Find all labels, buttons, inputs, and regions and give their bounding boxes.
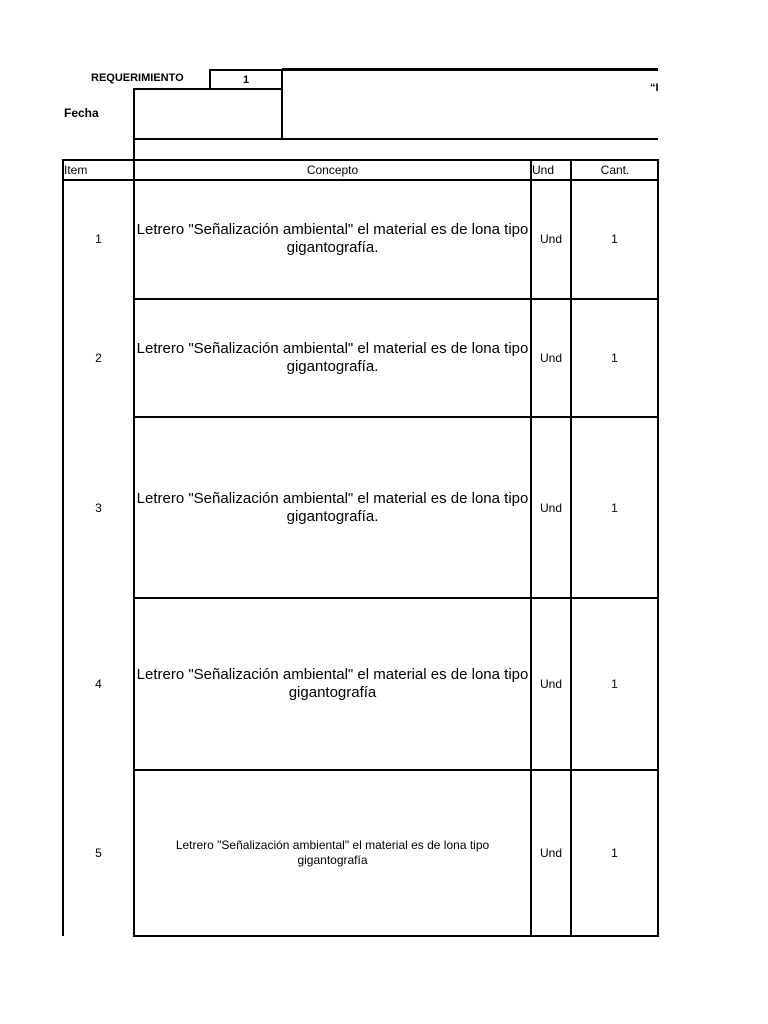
row-cant: 1 xyxy=(611,232,618,246)
row-concepto: Letrero "Señalización ambiental" el material es de lona tipo gigantografía. xyxy=(136,489,529,525)
title-fragment: “I xyxy=(650,82,659,94)
row-concepto: Letrero "Señalización ambiental" el material es de lona tipo gigantografía xyxy=(175,838,490,867)
row-cant: 1 xyxy=(611,677,618,691)
row-und: Und xyxy=(539,677,562,691)
column-header-cant: Cant. xyxy=(600,163,630,177)
column-header-und: Und xyxy=(532,163,555,177)
row-und: Und xyxy=(539,500,562,515)
row-und: Und xyxy=(539,232,562,246)
requerimiento-number: 1 xyxy=(242,74,250,86)
header-top-border-left xyxy=(209,69,283,71)
row-cant: 1 xyxy=(611,351,618,365)
header-top-border-right xyxy=(282,68,658,71)
req-box-bottom xyxy=(134,88,283,90)
row-und: Und xyxy=(539,351,562,365)
row-item-number: 1 xyxy=(95,232,102,246)
row-cant: 1 xyxy=(611,500,618,515)
row-item-number: 3 xyxy=(95,500,102,515)
row-cant: 1 xyxy=(611,846,618,860)
fecha-label: Fecha xyxy=(64,106,99,120)
column-header-item: Item xyxy=(64,163,88,177)
row-und: Und xyxy=(539,846,562,860)
column-header-concepto: Concepto xyxy=(306,163,359,177)
row-item-number: 4 xyxy=(95,677,102,691)
req-box-left xyxy=(209,69,211,90)
row-concepto: Letrero "Señalización ambiental" el material es de lona tipo gigantografía. xyxy=(136,340,529,375)
row-concepto: Letrero "Señalización ambiental" el material es de lona tipo gigantografía xyxy=(136,666,529,701)
column-divider-cant-right xyxy=(657,159,659,937)
row-concepto: Letrero "Señalización ambiental" el material es de lona tipo gigantografía. xyxy=(136,221,529,256)
row-item-number: 5 xyxy=(95,846,102,860)
fecha-box-right xyxy=(281,69,283,139)
table-bottom-border xyxy=(134,935,658,937)
row-item-number: 2 xyxy=(95,351,102,365)
fecha-box-bottom xyxy=(134,138,658,140)
requerimiento-label: REQUERIMIENTO xyxy=(91,72,184,84)
